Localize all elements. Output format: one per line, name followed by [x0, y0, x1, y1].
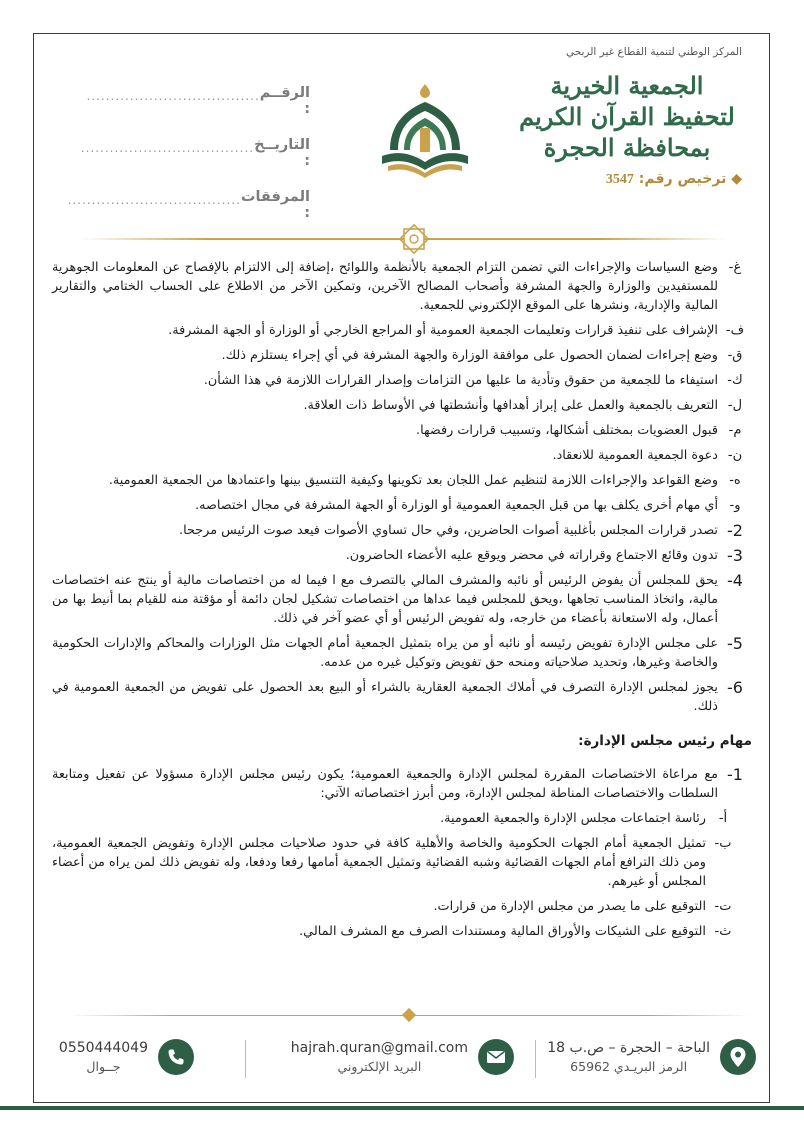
contact-phone	[59, 1032, 194, 1082]
ref-attachments-label: المرفقات :	[240, 189, 310, 221]
numbered-item: 6- يجوز لمجلس الإدارة التصرف في أملاك الجمعية العقارية بالشراء أو البيع بعد الحصول على تفويض من الجمعية العمومية في ذلك.	[52, 678, 743, 714]
document-body	[52, 258, 752, 947]
numbered-item: 2- تصدر قرارات المجلس بأغلبية أصوات الحاضرين، وفي حال تساوي الأصوات فيعد صوت الرئيس مرجحا.	[179, 521, 743, 540]
phone-icon	[158, 1039, 194, 1075]
ref-date-row	[80, 137, 310, 189]
reference-fields	[67, 85, 310, 241]
envelope-icon	[478, 1039, 514, 1075]
org-name-line-2: لتحفيظ القرآن الكريم	[519, 102, 735, 131]
list-item: و- أي مهام أخرى يكلف بها من قبل الجمعية العمومية أو الوزارة أو الجهة المشرفة في مجال اختصاصه.	[195, 498, 741, 513]
postal-code: الرمز البريـدي 65962	[570, 1059, 688, 1074]
diamond-icon: ◆	[731, 171, 742, 187]
email-address[interactable]: hajrah.quran@gmail.com	[290, 1040, 468, 1056]
sub-item: ث- التوقيع على الشيكات والأوراق المالية ومستندات الصرف مع المشرف المالي.	[299, 924, 732, 939]
list-item: ه- وضع القواعد والإجراءات اللازمة لتنظيم عمل اللجان بعد تكوينها وكيفية التنسيق بينها واعتمادها من الجمعية العمومية.	[108, 473, 741, 488]
ref-number-label: الرقــم :	[259, 85, 310, 117]
list-item: ن- دعوة الجمعية العمومية للانعقاد.	[552, 448, 743, 463]
email-label: البريد الإلكتروني	[337, 1059, 422, 1074]
numbered-item: 4- يحق للمجلس أن يفوض الرئيس أو نائبه والمشرف المالي بالتصرف مع ا فيما له من اختصاصات مالية أو ينتج عنه اختصاصات مالية، واتخاذ المناسب تجاهها ،ويحق للمجلس فيما عداها من اختصاصات تشكيل لجان دائمة أو مؤقتة منه للقيام بما أنيط بها من أعمال، وله الاستعانة بأعضاء من خارجه، وله تفويض الرئيس أو أي عضو آخر في ذلك.	[52, 571, 743, 626]
list-item: م- قبول العضويات بمختلف أشكالها، وتسبيب قرارات رفضها.	[416, 423, 742, 438]
ref-attachments-blank: ....................................	[67, 193, 241, 207]
list-item: غ- وضع السياسات والإجراءات التي تضمن التزام الجمعية بالأنظمة واللوائح ،إضافة إلى الالتزام بالإفصاح عن المعلومات الجوهرية للمستفيدين والوزارة والجهة المشرفة وأصحاب المصالح الآخرين، وتمكين الآخر من الاطلاع على الحساب الختامي والتقارير المالية والإدارية، ونشرها على الموقع الإلكتروني للجمعية.	[52, 260, 742, 313]
organization-block	[512, 46, 742, 188]
sub-item: ت- التوقيع على ما يصدر من مجلس الإدارة من قرارات.	[433, 899, 732, 914]
numbered-item: 5- على مجلس الإدارة تفويض رئيسه أو نائبه أو من يراه بتمثيل الجمعية أمام الجهات مثل الوزارات والمحاكم والإدارات الحكومية والخاصة وغيرها، وتحديد صلاحياته ومنحه حق تفويض وتوكيل غيره من عدمه.	[52, 634, 743, 670]
sub-item: أ- رئاسة اجتماعات مجلس الإدارة والجمعية العمومية.	[440, 811, 728, 826]
ref-number-row	[86, 85, 310, 137]
mosque-book-logo-icon	[370, 80, 480, 190]
ref-date-label: التاريــخ :	[254, 137, 310, 169]
bottom-bar	[0, 1106, 804, 1137]
org-name-line-3: بمحافظة الحجرة	[543, 133, 711, 162]
location-pin-icon	[720, 1039, 756, 1075]
sub-item: ب- تمثيل الجمعية أمام الجهات الحكومية والخاصة والأهلية كافة في حدود صلاحيات مجلس الإدارة وتفويض الجمعية العمومية، ومن ذلك الترافع أمام الجهات القضائية وشبه القضائية وتمثيل الجمعية أمامها رفعا ودفعا، وله تفويض ذلك لمن يراه من أعضاء المجلس أو غيرهم.	[52, 836, 732, 889]
contact-address	[547, 1032, 756, 1082]
ref-attachments-row	[67, 189, 310, 241]
list-item: ك- استيفاء ما للجمعية من حقوق وتأدية ما عليها من التزامات وإصدار القرارات اللازمة في هذا الشأن.	[203, 373, 743, 388]
footer-separator	[245, 1040, 246, 1078]
section-title: مهام رئيس مجلس الإدارة:	[578, 733, 752, 749]
national-center-name: المركز الوطني لتنمية القطاع غير الربحي	[565, 46, 742, 58]
license-number: 3547	[605, 172, 634, 187]
phone-label: جــوال	[86, 1059, 121, 1074]
ref-date-blank: ....................................	[80, 141, 255, 155]
license-line	[512, 171, 742, 188]
numbered-item: 1- مع مراعاة الاختصاصات المقررة لمجلس الإدارة والجمعية العمومية؛ يكون رئيس مجلس الإدارة مسؤولا عن تفعيل ومتابعة السلطات والاختصاصات المناطة لمجلس الإدارة، ومن أبرز اختصاصاته الآتي:	[52, 765, 743, 801]
list-item: ف- الإشراف على تنفيذ قرارات وتعليمات الجمعية العمومية أو المراجع الخارجي أو الوزارة أو الجهة المشرفة.	[168, 323, 745, 338]
phone-number[interactable]: 0550444049	[58, 1040, 148, 1056]
ornament-star-icon	[398, 223, 430, 255]
list-item: ل- التعريف بالجمعية والعمل على إبراز أهدافها وأنشطتها في الأوساط ذات العلاقة.	[303, 398, 743, 413]
address-line: الباحة – الحجرة – ص.ب 18	[547, 1040, 710, 1056]
contact-email	[291, 1032, 514, 1082]
license-label: ترخيص رقم:	[638, 171, 727, 187]
list-item: ق- وضع إجراءات لضمان الحصول على موافقة الوزارة والجهة المشرفة في أي إجراء يستلزم ذلك.	[221, 348, 743, 363]
org-name-line-1: الجمعية الخيرية	[550, 71, 704, 100]
numbered-item: 3- تدون وقائع الاجتماع وقراراته في محضر ويوقع عليه الأعضاء الحاضرون.	[345, 546, 743, 565]
footer-separator	[535, 1040, 536, 1078]
bottom-stripe	[0, 1106, 804, 1110]
ref-number-blank: ....................................	[86, 89, 260, 103]
